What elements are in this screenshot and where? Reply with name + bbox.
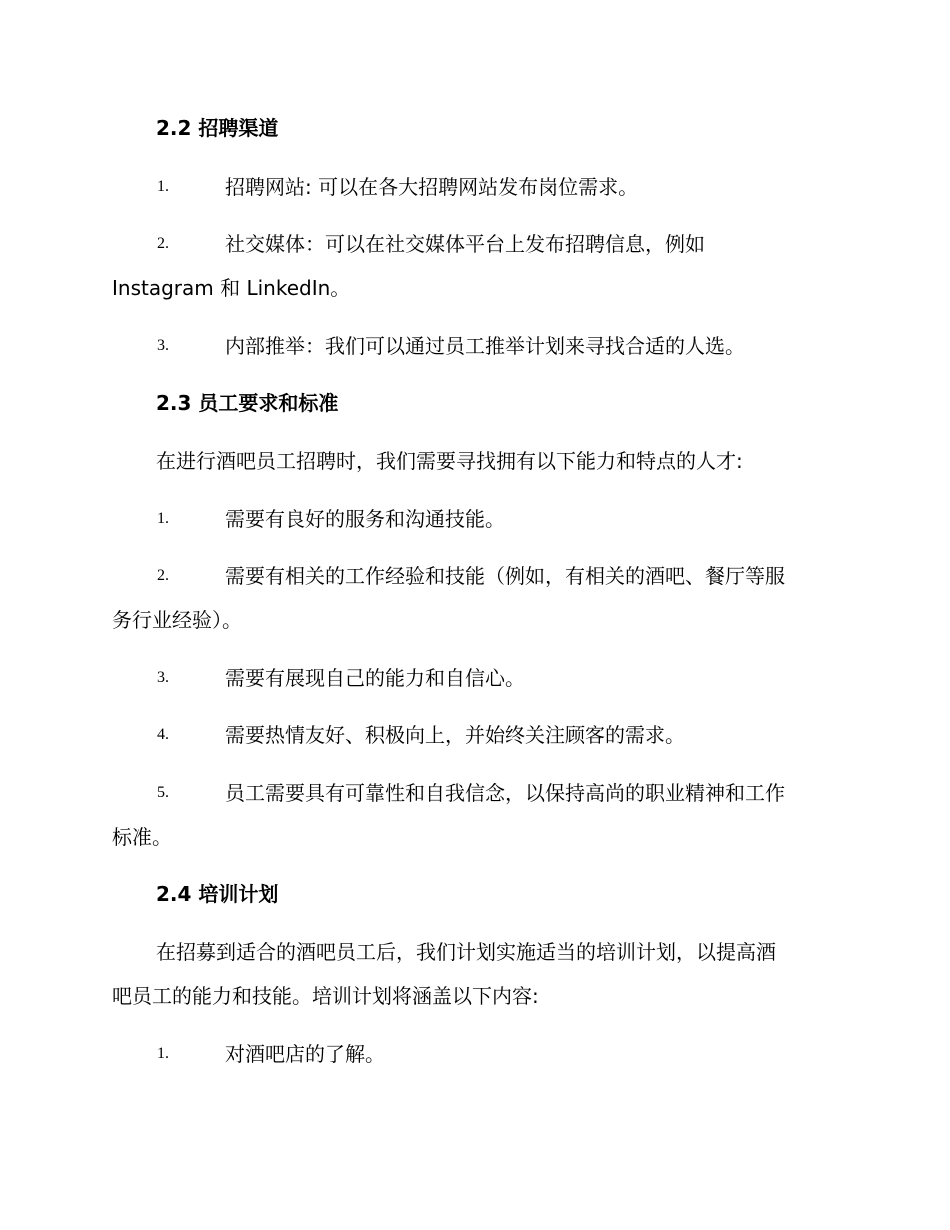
- section-intro-line2: 吧员工的能力和技能。培训计划将涵盖以下内容:: [112, 984, 539, 1008]
- list-number: 2.: [157, 567, 169, 584]
- list-number: 1.: [157, 178, 169, 195]
- list-number: 2.: [157, 235, 169, 252]
- list-number: 1.: [157, 1045, 169, 1062]
- list-item: [112, 230, 834, 258]
- list-item: [112, 779, 834, 807]
- list-item: [112, 505, 834, 533]
- list-number: 3.: [157, 337, 169, 354]
- list-item: [112, 562, 834, 590]
- list-item: [112, 173, 834, 201]
- list-item-text: 内部推举：我们可以通过员工推举计划来寻找合适的人选。: [225, 334, 745, 358]
- list-item: [112, 664, 834, 692]
- list-item-text: 需要有良好的服务和沟通技能。: [225, 507, 505, 531]
- list-item-text: 员工需要具有可靠性和自我信念，以保持高尚的职业精神和工作: [225, 781, 785, 805]
- section-intro-line1: 在招募到适合的酒吧员工后，我们计划实施适当的培训计划，以提高酒: [156, 940, 776, 964]
- list-item-continuation: Instagram 和 LinkedIn。: [112, 276, 351, 300]
- list-item-text: 招聘网站: 可以在各大招聘网站发布岗位需求。: [225, 175, 639, 199]
- list-item-text: 社交媒体：可以在社交媒体平台上发布招聘信息，例如: [225, 232, 705, 256]
- section-heading-2-4: 2.4 培训计划: [156, 882, 279, 906]
- list-item-text: 需要热情友好、积极向上，并始终关注顾客的需求。: [225, 723, 685, 747]
- list-number: 3.: [157, 669, 169, 686]
- list-item-text: 需要有展现自己的能力和自信心。: [225, 666, 525, 690]
- list-number: 1.: [157, 510, 169, 527]
- list-item: [112, 721, 834, 749]
- list-item: [112, 332, 834, 360]
- list-item-continuation: 标准。: [112, 825, 172, 849]
- list-item-continuation: 务行业经验）。: [112, 608, 242, 632]
- section-heading-2-3: 2.3 员工要求和标准: [156, 391, 339, 415]
- list-item-text: 需要有相关的工作经验和技能（例如，有相关的酒吧、餐厅等服: [225, 564, 785, 588]
- list-item-text: 对酒吧店的了解。: [225, 1042, 385, 1066]
- list-item: [112, 1040, 834, 1068]
- section-intro: 在进行酒吧员工招聘时，我们需要寻找拥有以下能力和特点的人才:: [156, 449, 743, 473]
- section-heading-2-2: 2.2 招聘渠道: [156, 116, 279, 140]
- list-number: 4.: [157, 726, 169, 743]
- list-number: 5.: [157, 784, 169, 801]
